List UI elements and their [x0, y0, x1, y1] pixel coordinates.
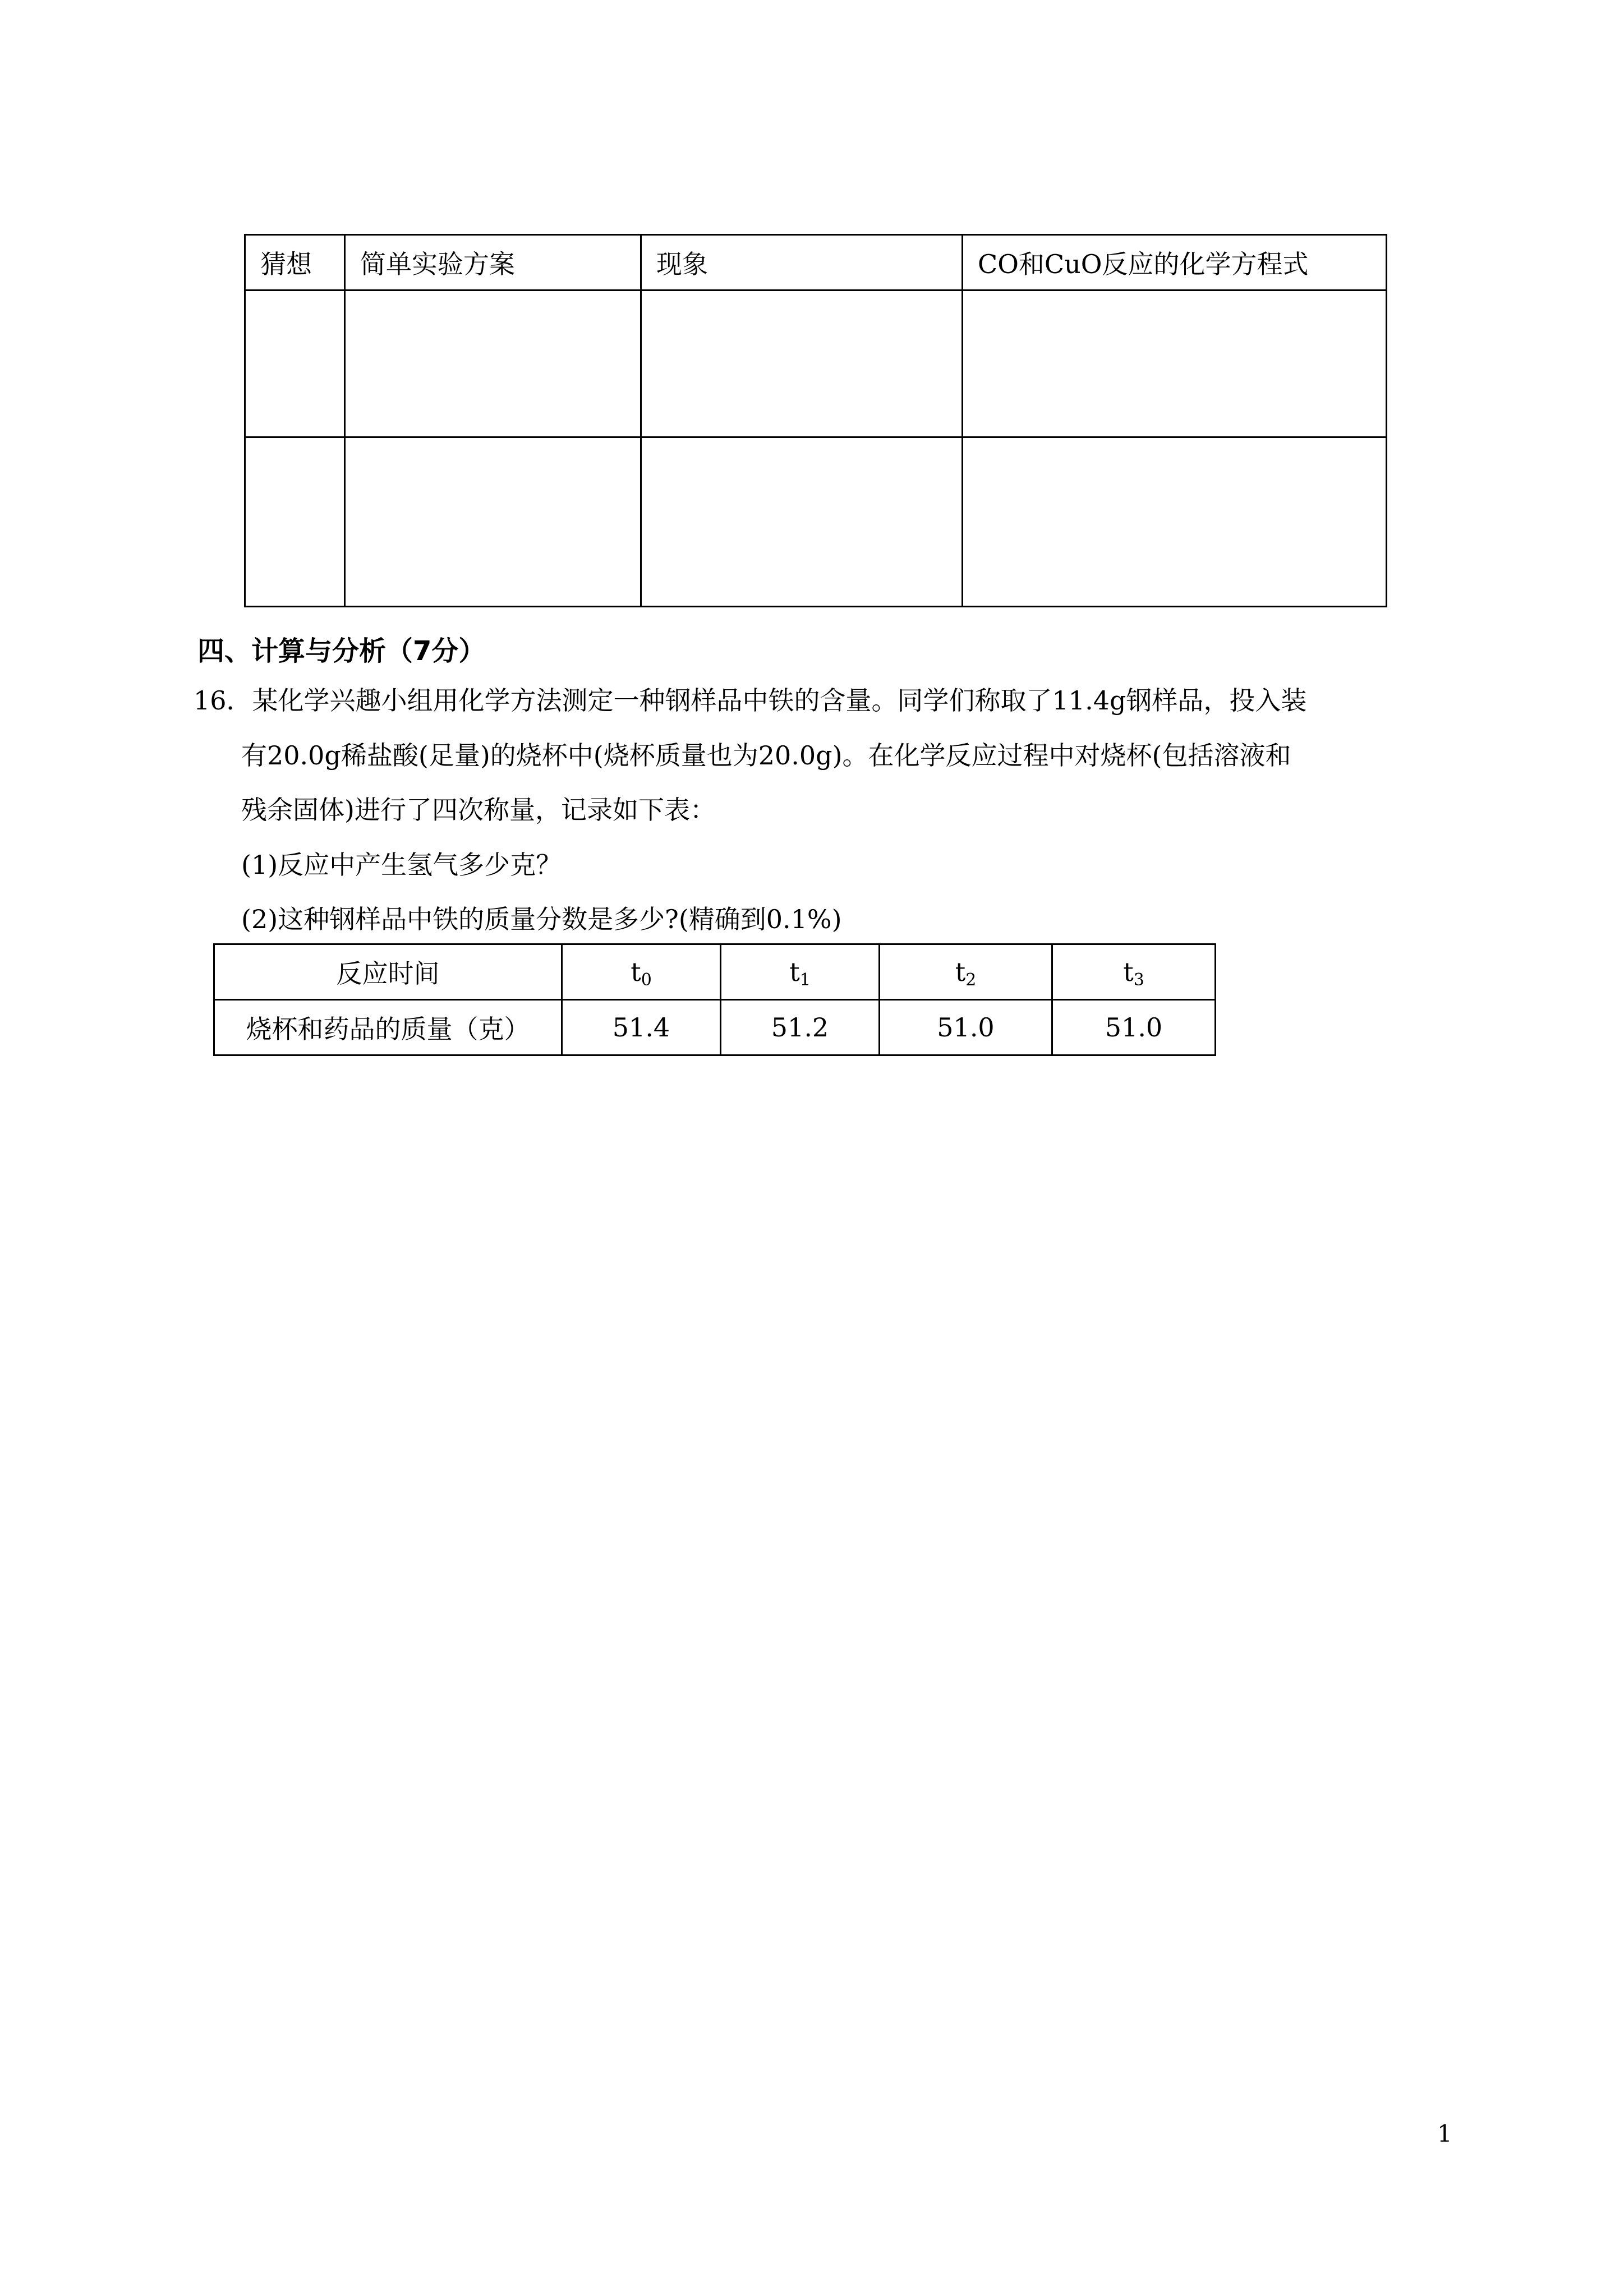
mass-cell: 51.4 [562, 1000, 721, 1055]
table-header-row [245, 235, 1387, 291]
empty-cell [963, 437, 1387, 607]
page-number: 1 [1437, 2120, 1452, 2147]
section-title: 四、计算与分析（7分） [197, 635, 486, 667]
hypothesis-table [244, 234, 1387, 607]
table-row [214, 944, 1216, 1000]
empty-cell [245, 291, 345, 437]
question-text-line: 16．某化学兴趣小组用化学方法测定一种钢样品中铁的含量。同学们称取了11.4g钢样品，投入装 [194, 685, 1307, 716]
header-experiment-plan: 简单实验方案 [345, 235, 641, 291]
question-text-line: 有20.0g稀盐酸(足量)的烧杯中(烧杯质量也为20.0g)。在化学反应过程中对烧杯(包括溶液和 [241, 740, 1291, 771]
table-row [214, 1000, 1216, 1055]
empty-cell [245, 437, 345, 607]
empty-cell [641, 291, 963, 437]
sub-question: (1)反应中产生氢气多少克？ [241, 850, 562, 880]
row-label-time: 反应时间 [214, 944, 562, 1000]
table-row [245, 437, 1387, 607]
empty-cell [345, 291, 641, 437]
time-cell: $t_3$ [1052, 944, 1216, 1000]
header-phenomenon: 现象 [641, 235, 963, 291]
header-guess: 猜想 [245, 235, 345, 291]
empty-cell [641, 437, 963, 607]
table-row [245, 291, 1387, 437]
empty-cell [345, 437, 641, 607]
time-cell: $t_0$ [562, 944, 721, 1000]
time-cell: $t_1$ [721, 944, 880, 1000]
question-text-line: 残余固体)进行了四次称量，记录如下表： [241, 795, 716, 825]
mass-cell: 51.0 [1052, 1000, 1216, 1055]
mass-cell: 51.0 [880, 1000, 1052, 1055]
mass-cell: 51.2 [721, 1000, 880, 1055]
header-equation: CO和CuO反应的化学方程式 [963, 235, 1387, 291]
sub-question: (2)这种钢样品中铁的质量分数是多少?(精确到0.1%) [241, 904, 842, 934]
row-label-mass: 烧杯和药品的质量（克） [214, 1000, 562, 1055]
time-cell: $t_2$ [880, 944, 1052, 1000]
mass-data-table [213, 943, 1216, 1056]
empty-cell [963, 291, 1387, 437]
